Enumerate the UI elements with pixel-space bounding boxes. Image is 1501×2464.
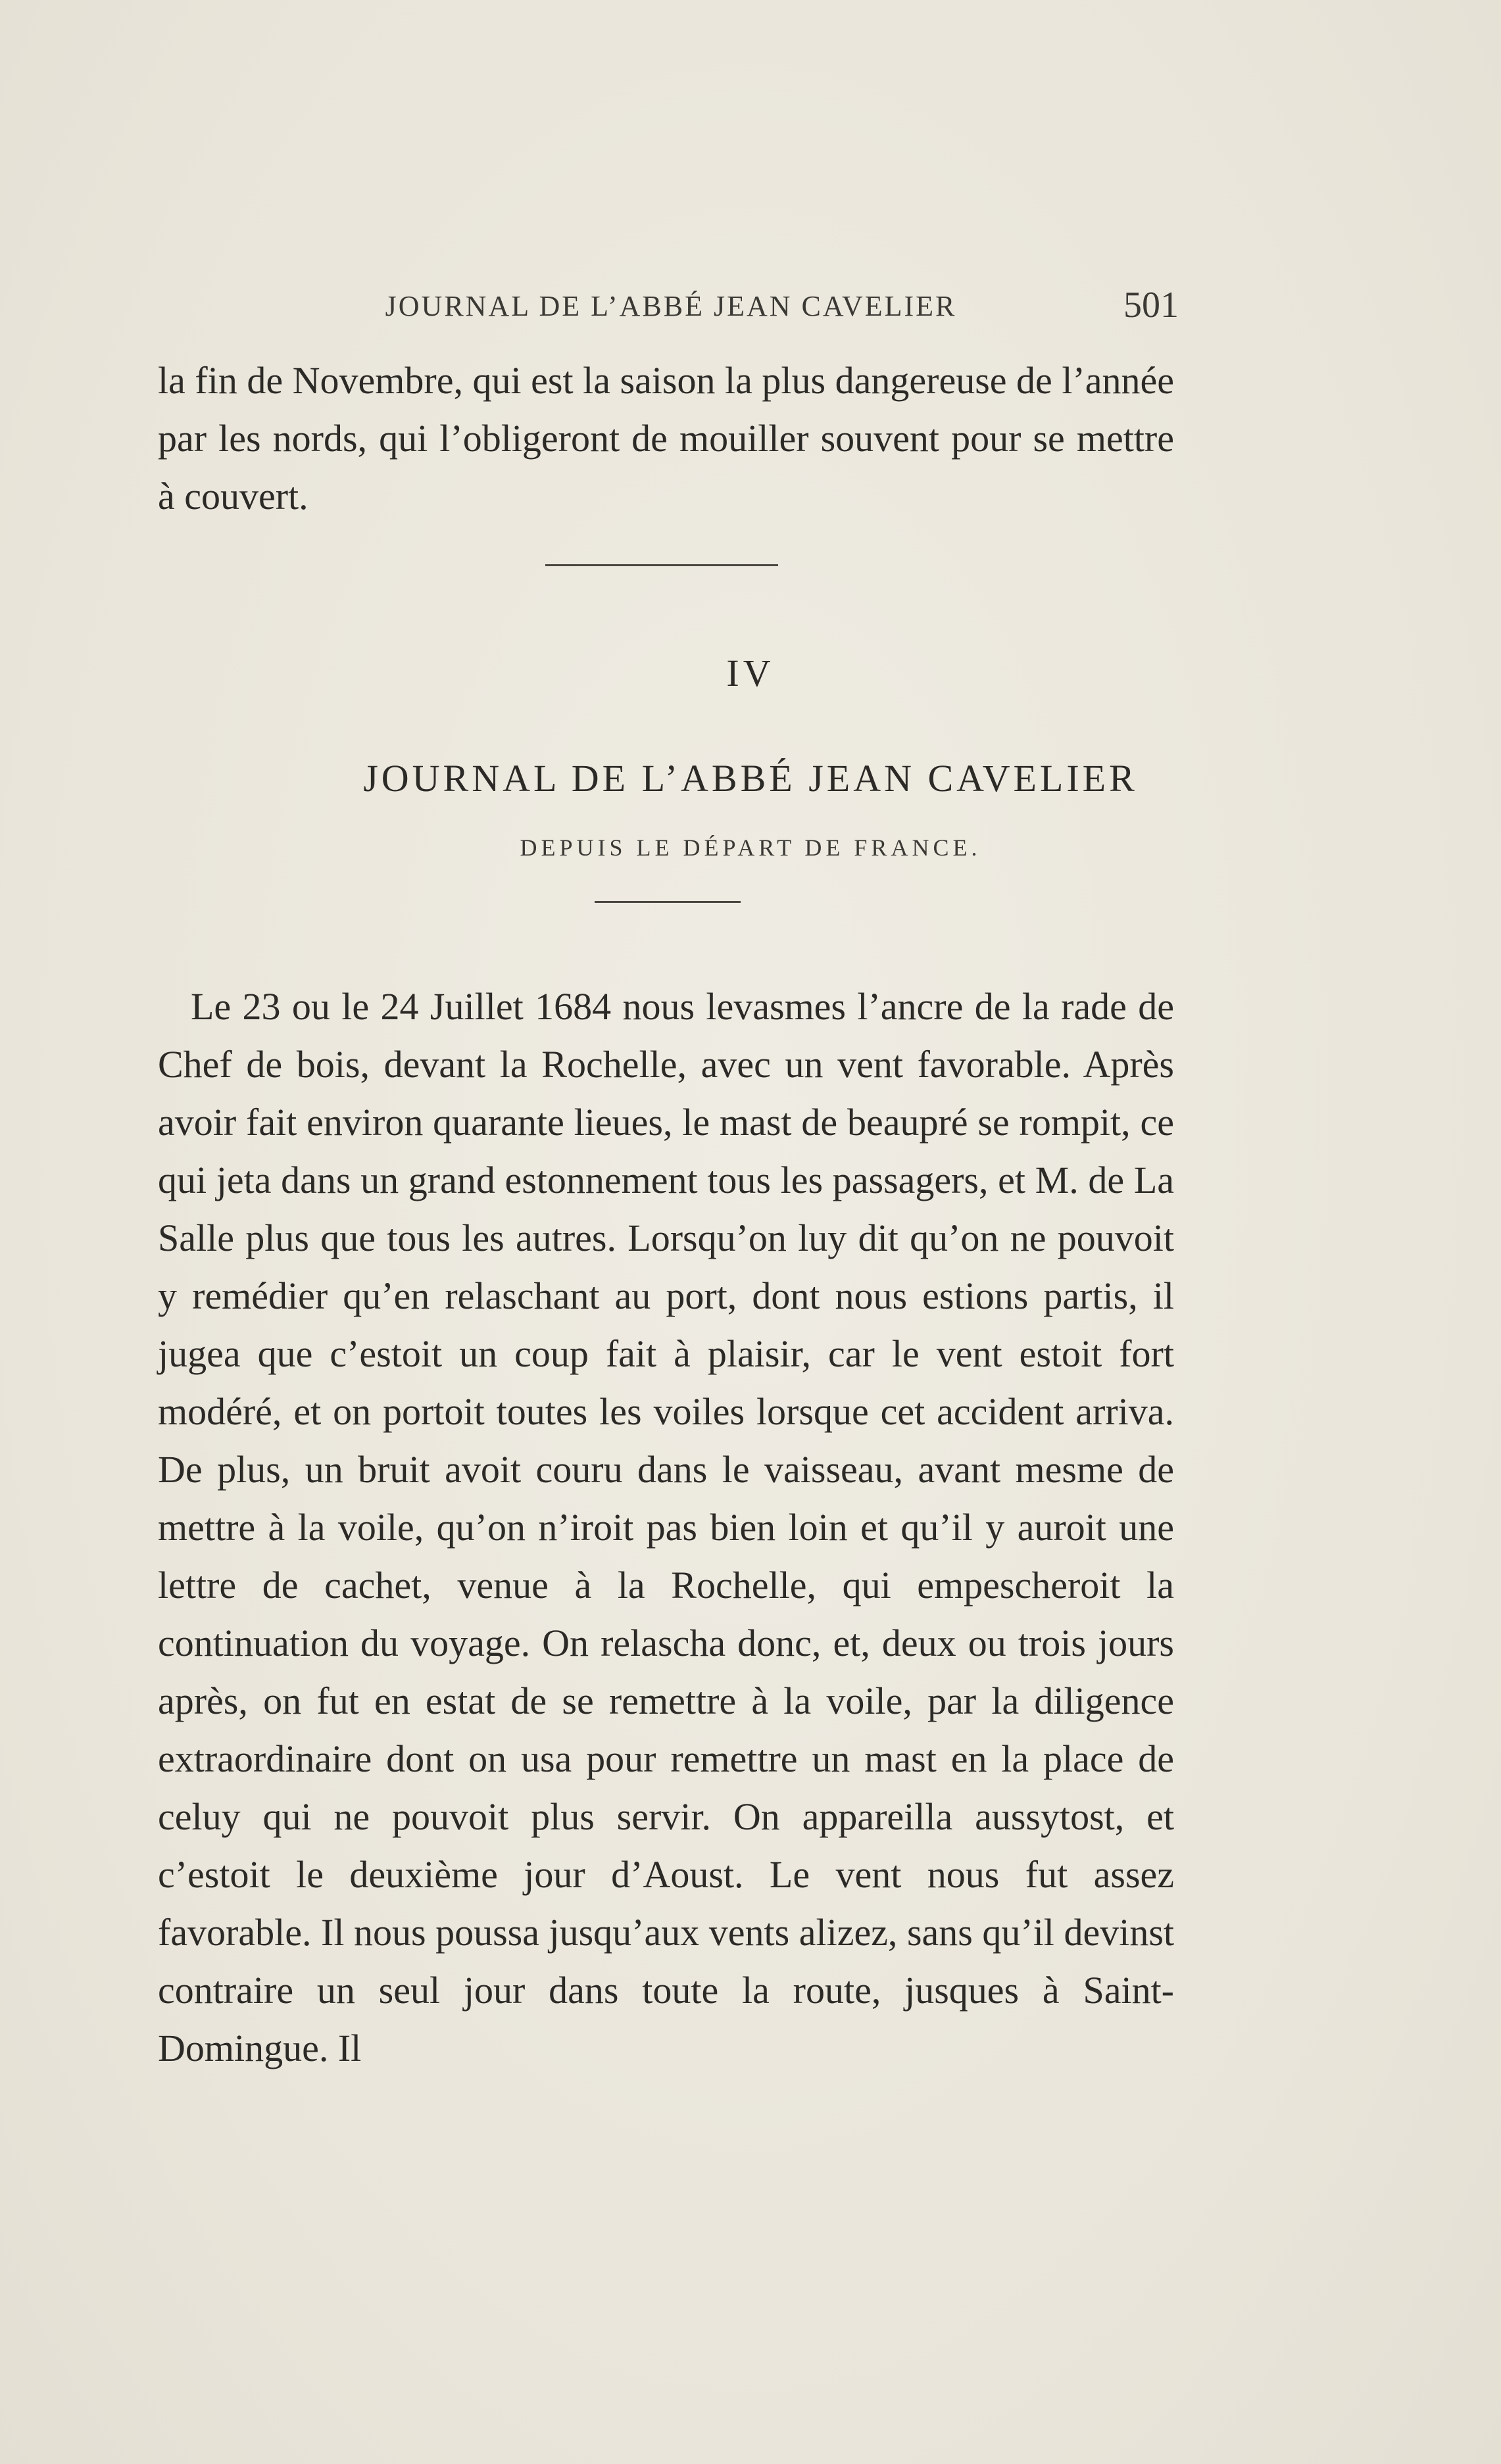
running-head — [158, 284, 1184, 330]
section-title: JOURNAL DE L’ABBÉ JEAN CAVELIER — [363, 757, 1138, 800]
section-number: IV — [726, 652, 775, 694]
running-title: JOURNAL DE L’ABBÉ JEAN CAVELIER — [385, 290, 957, 322]
section-divider-bottom — [595, 901, 741, 903]
main-paragraph: Le 23 ou le 24 Juillet 1684 nous levasmes l’ancre de la rade de Chef de bois, devant la Rochelle, avec un vent favorable. Après avoir fait environ quarante lieues, le mast de beaupré se rompit, ce qui jeta dans un grand estonnement tous les passagers, et M. de La Salle plus que tous les autres. Lorsqu’on luy dit qu’on ne pouvoit y remédier qu’en relaschant au port, dont nous estions partis, il jugea que c’estoit un coup fait à plaisir, car le vent estoit fort modéré, et on portoit toutes les voiles lorsque cet accident arriva. De plus, un bruit avoit couru dans le vaisseau, avant mesme de mettre à la voile, qu’on n’iroit pas bien loin et qu’il y auroit une lettre de cachet, venue à la Rochelle, qui empescheroit la continuation du voyage. On relascha donc, et, deux ou trois jours après, on fut en estat de se remettre à la voile, par la diligence extraordinaire dont on usa pour remettre un mast en la place de celuy qui ne pouvoit plus servir. On appareilla aussytost, et c’estoit le deuxième jour d’Aoust. Le vent nous fut assez favorable. Il nous poussa jusqu’aux vents alizez, sans qu’il devinst contraire un seul jour dans toute la route, jusques à Saint-Domingue. Il — [158, 985, 1174, 2069]
section-subtitle: DEPUIS LE DÉPART DE FRANCE. — [520, 834, 981, 861]
page-number: 501 — [1123, 285, 1179, 326]
section-divider-top — [545, 564, 778, 566]
continued-paragraph: la fin de Novembre, qui est la saison la plus dangereuse de l’année par les nords, qui l’obligeront de mouiller souvent pour se mettre à couvert. — [158, 359, 1174, 518]
